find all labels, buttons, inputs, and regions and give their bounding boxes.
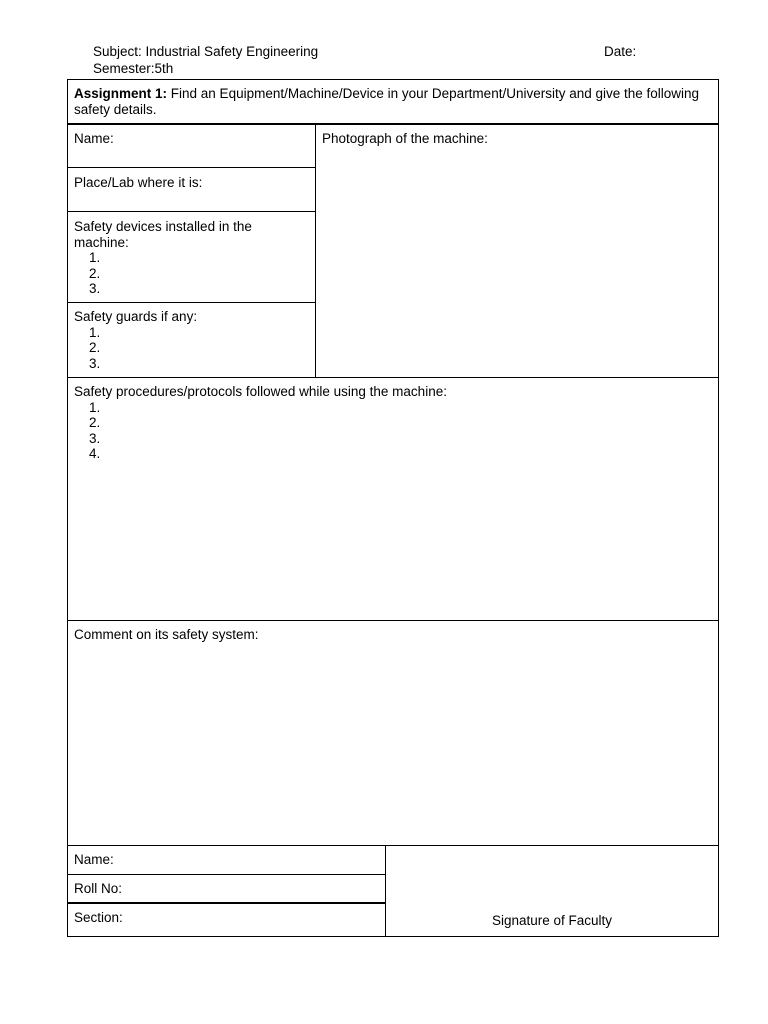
roll-no-label: Roll No: <box>74 881 123 896</box>
list-item <box>104 250 302 266</box>
safety-procedures-label: Safety procedures/protocols followed while using the machine: <box>74 384 447 399</box>
date-label: Date: <box>604 44 637 59</box>
section-label: Section: <box>74 910 123 925</box>
roll-no-field[interactable] <box>68 877 385 897</box>
form-box <box>67 79 719 937</box>
safety-procedures-field[interactable] <box>68 380 718 462</box>
divider <box>67 377 719 378</box>
assignment-label: Assignment 1: <box>74 86 168 101</box>
divider <box>67 845 719 846</box>
list-item <box>104 356 309 372</box>
divider <box>67 211 316 212</box>
machine-name-label: Name: <box>74 131 114 146</box>
safety-devices-list <box>74 250 302 297</box>
divider <box>67 902 386 904</box>
safety-devices-label: Safety devices installed in the machine: <box>74 219 252 250</box>
divider <box>67 620 719 621</box>
list-item <box>104 415 712 431</box>
list-item <box>104 446 712 462</box>
comment-label: Comment on its safety system: <box>74 627 259 642</box>
list-item <box>104 431 712 447</box>
list-item <box>104 400 712 416</box>
list-item <box>104 340 309 356</box>
student-name-field[interactable] <box>68 848 385 868</box>
safety-devices-field[interactable] <box>68 215 308 297</box>
divider <box>67 302 316 303</box>
signature-of-faculty-label: Signature of Faculty <box>491 913 613 928</box>
student-name-label: Name: <box>74 852 114 867</box>
safety-guards-list <box>74 325 309 372</box>
subject-label: Subject: Industrial Safety Engineering <box>93 44 319 59</box>
divider <box>67 167 316 168</box>
assignment-instructions <box>68 82 718 117</box>
semester-label: Semester:5th <box>93 61 174 76</box>
list-item <box>104 325 309 341</box>
safety-guards-field[interactable] <box>68 305 315 371</box>
divider <box>67 874 386 875</box>
safety-guards-label: Safety guards if any: <box>74 309 198 324</box>
assignment-text: Find an Equipment/Machine/Device in your Department/University and give the following safety details. <box>74 86 700 117</box>
photo-label: Photograph of the machine: <box>322 131 488 146</box>
section-field[interactable] <box>68 906 385 926</box>
list-item <box>104 281 302 297</box>
safety-procedures-list <box>74 400 712 462</box>
machine-name-field[interactable] <box>68 127 315 147</box>
photo-field[interactable] <box>316 127 718 147</box>
divider <box>315 124 316 377</box>
place-lab-field[interactable] <box>68 171 315 191</box>
comment-field[interactable] <box>68 623 718 643</box>
place-lab-label: Place/Lab where it is: <box>74 175 203 190</box>
list-item <box>104 266 302 282</box>
divider <box>67 123 719 125</box>
